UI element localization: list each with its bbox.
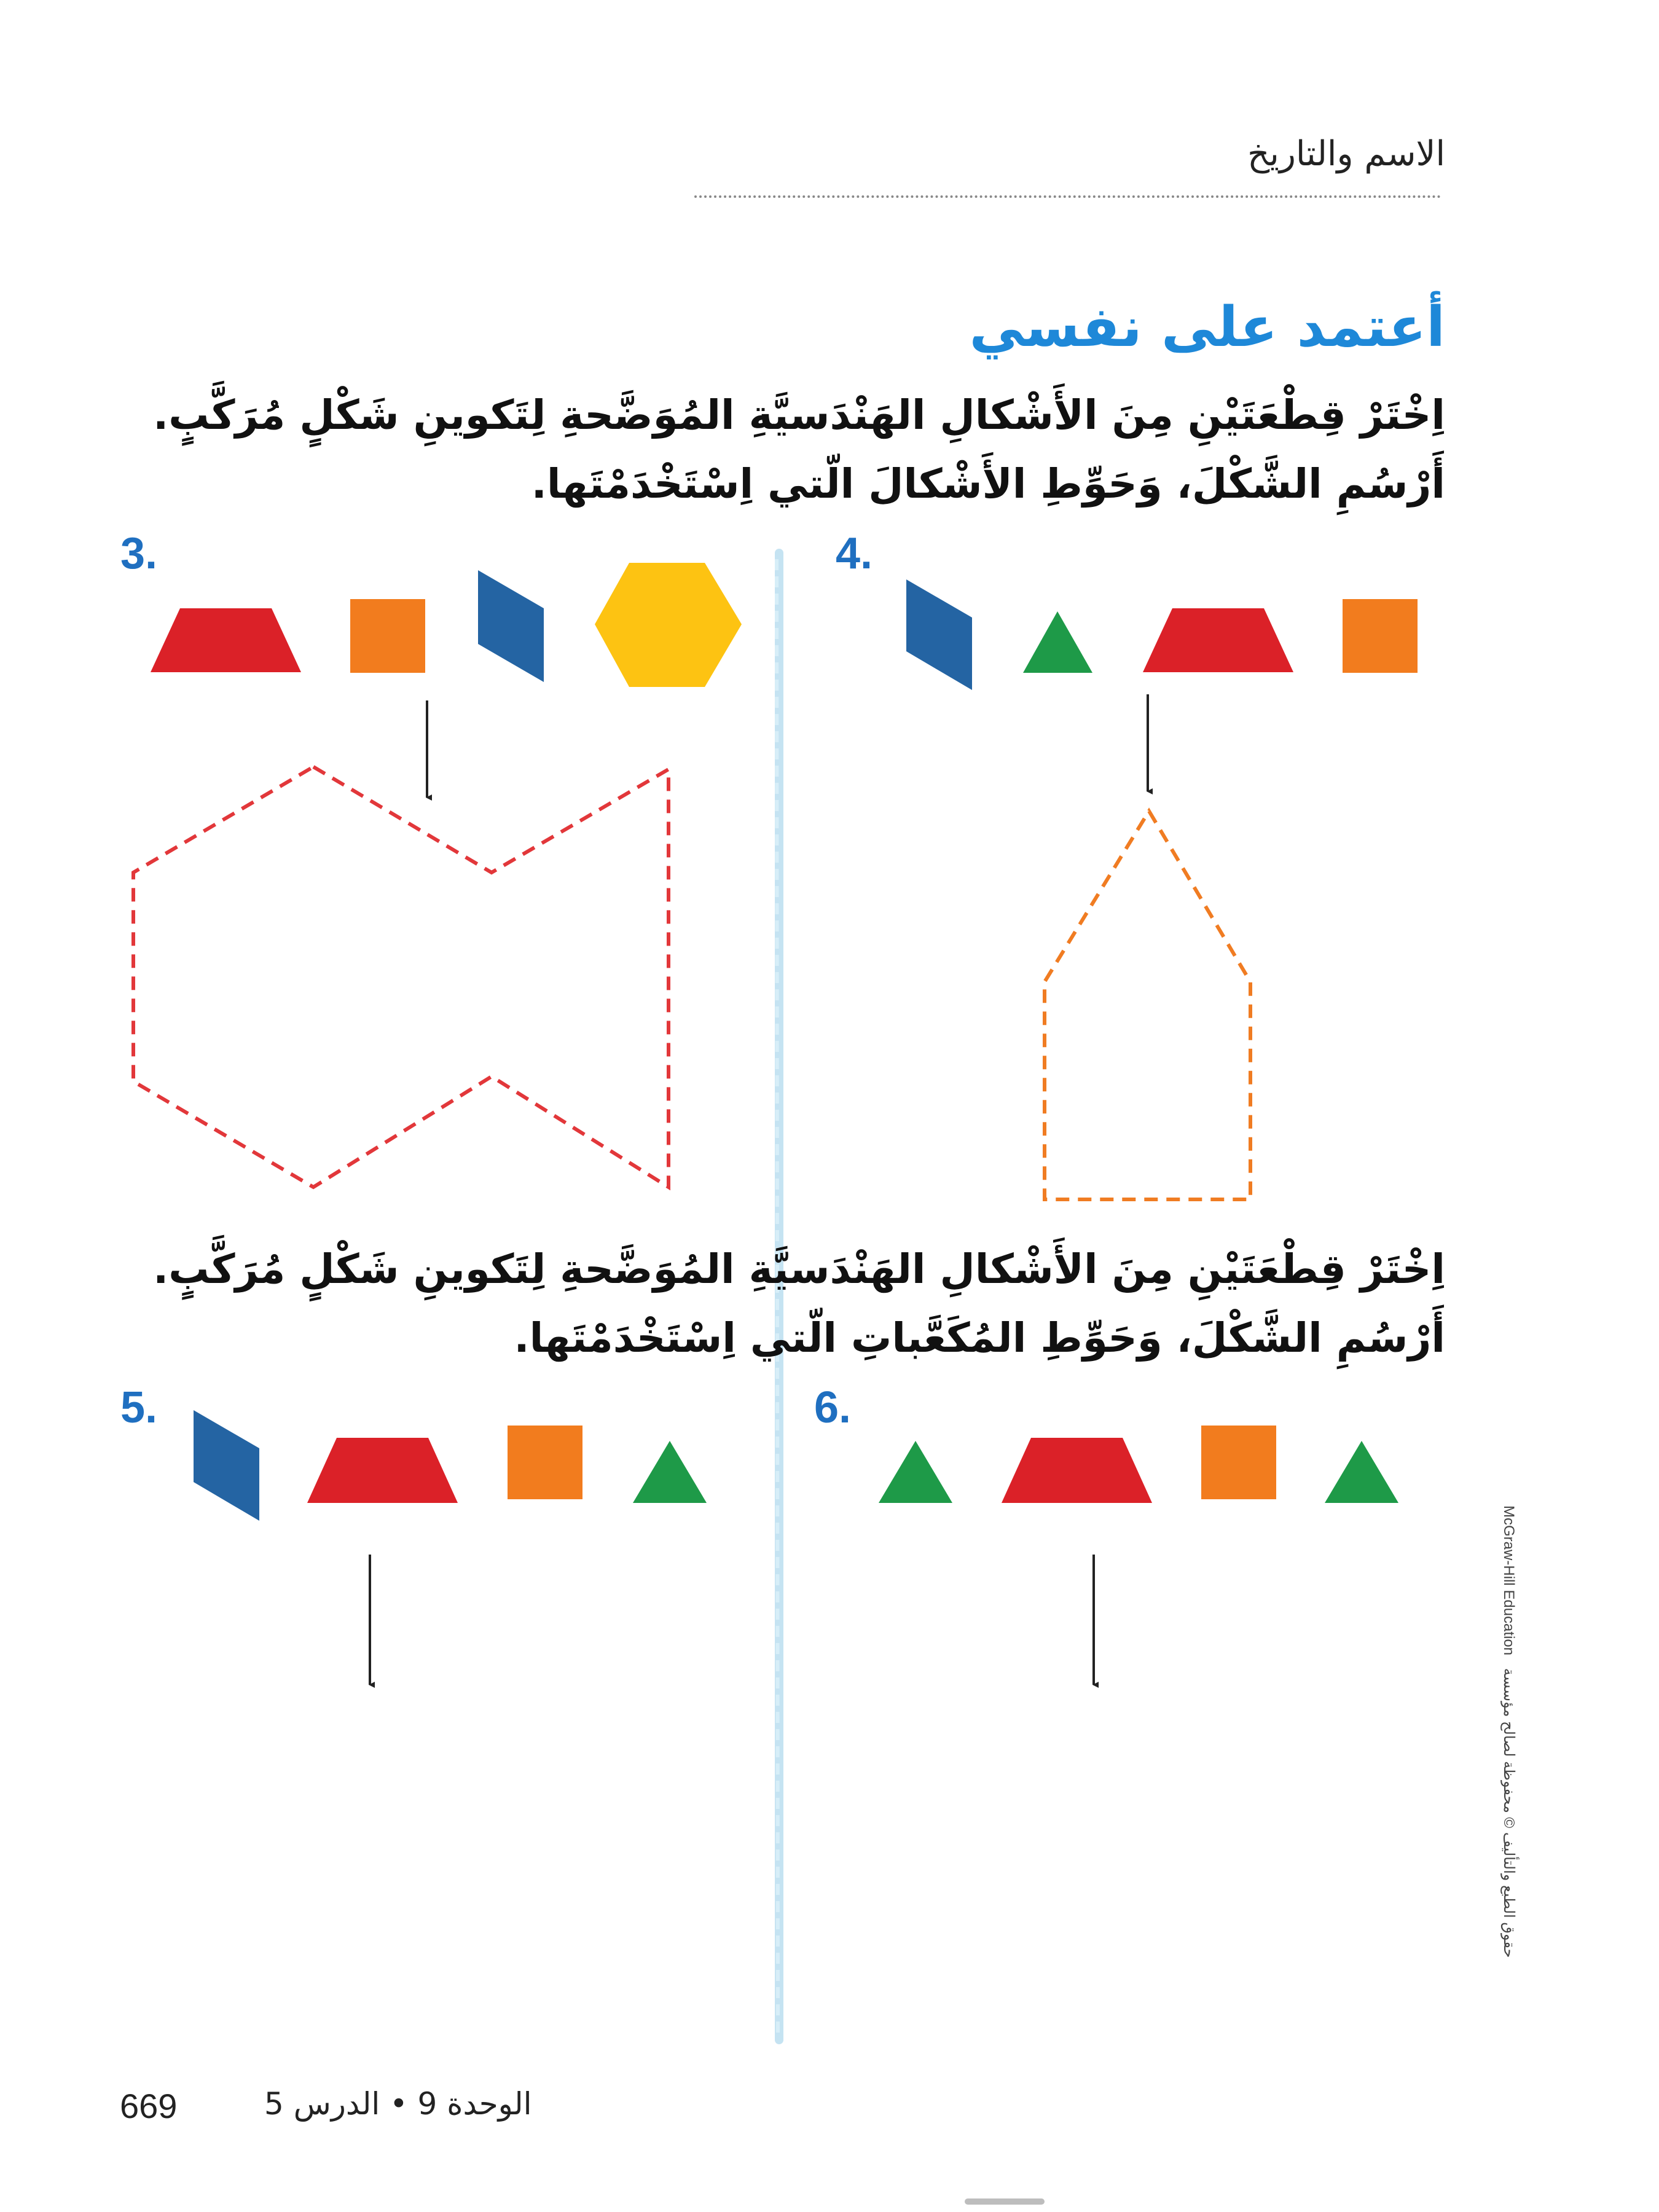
exercise-number-6: 6. bbox=[814, 1383, 852, 1432]
copyright-en: McGraw-Hill Education bbox=[1500, 1505, 1517, 1656]
ex6-triangle-shape-2[interactable] bbox=[1325, 1441, 1398, 1503]
ex4-dashed-outline bbox=[1045, 811, 1250, 1199]
ex3-rhombus-shape[interactable] bbox=[478, 570, 544, 682]
ex5-trapezoid-shape[interactable] bbox=[307, 1438, 458, 1503]
ex3-dashed-outline bbox=[133, 767, 669, 1187]
ex6-triangle-shape-1[interactable] bbox=[879, 1441, 952, 1503]
unit-lesson-label: الوحدة 9 • الدرس 5 bbox=[264, 2086, 532, 2122]
ex5-square-shape[interactable] bbox=[508, 1426, 582, 1499]
section-title: أعتمد على نفسي bbox=[969, 295, 1445, 359]
ex3-square-shape[interactable] bbox=[350, 599, 425, 673]
instructions-bottom-line2: أَرْسُمِ الشَّكْلَ، وَحَوِّطِ المُكَعَّباتِ الّتي اِسْتَخْدَمْتَها. bbox=[514, 1314, 1445, 1362]
exercise-number-4: 4. bbox=[836, 529, 873, 578]
instructions-bottom bbox=[155, 1235, 1445, 1373]
ex3-trapezoid-shape[interactable] bbox=[151, 608, 301, 672]
ex5-triangle-shape[interactable] bbox=[633, 1441, 707, 1503]
ex4-rhombus-shape[interactable] bbox=[906, 579, 972, 690]
name-date-line[interactable] bbox=[694, 195, 1441, 198]
instructions-bottom-line1: اِخْتَرْ قِطْعَتَيْنِ مِنَ الأَشْكالِ الهَنْدَسيَّةِ المُوَضَّحةِ لِتَكوينِ شَكْلٍ مُرَكَّبٍ. bbox=[153, 1245, 1445, 1293]
page-number: 669 bbox=[120, 2087, 178, 2125]
instructions-top bbox=[155, 381, 1445, 519]
exercise-number-5: 5. bbox=[120, 1383, 158, 1432]
ex4-triangle-shape[interactable] bbox=[1023, 611, 1092, 673]
ex4-square-shape[interactable] bbox=[1343, 599, 1418, 673]
ex4-trapezoid-shape[interactable] bbox=[1143, 608, 1293, 672]
ex6-trapezoid-shape[interactable] bbox=[1002, 1438, 1152, 1503]
ex5-rhombus-shape[interactable] bbox=[194, 1410, 259, 1521]
name-date-label: الاسم والتاريخ bbox=[1247, 134, 1445, 174]
home-indicator[interactable] bbox=[965, 2198, 1045, 2205]
ex3-hexagon-shape[interactable] bbox=[595, 563, 742, 687]
exercise-number-3: 3. bbox=[120, 529, 158, 578]
instructions-top-line1: اِخْتَرْ قِطْعَتَيْنِ مِنَ الأَشْكالِ الهَنْدَسيَّةِ المُوَضَّحةِ لِتَكوينِ شَكْلٍ مُرَكَّبٍ. bbox=[153, 391, 1445, 439]
ex6-square-shape[interactable] bbox=[1201, 1426, 1276, 1499]
instructions-top-line2: أَرْسُمِ الشَّكْلَ، وَحَوِّطِ الأَشْكالَ الّتي اِسْتَخْدَمْتَها. bbox=[531, 460, 1445, 508]
copyright-notice bbox=[1500, 1505, 1518, 1997]
copyright-ar: حقوق الطبع والتأليف © محفوظة لصالح مؤسسة bbox=[1500, 1668, 1517, 1958]
